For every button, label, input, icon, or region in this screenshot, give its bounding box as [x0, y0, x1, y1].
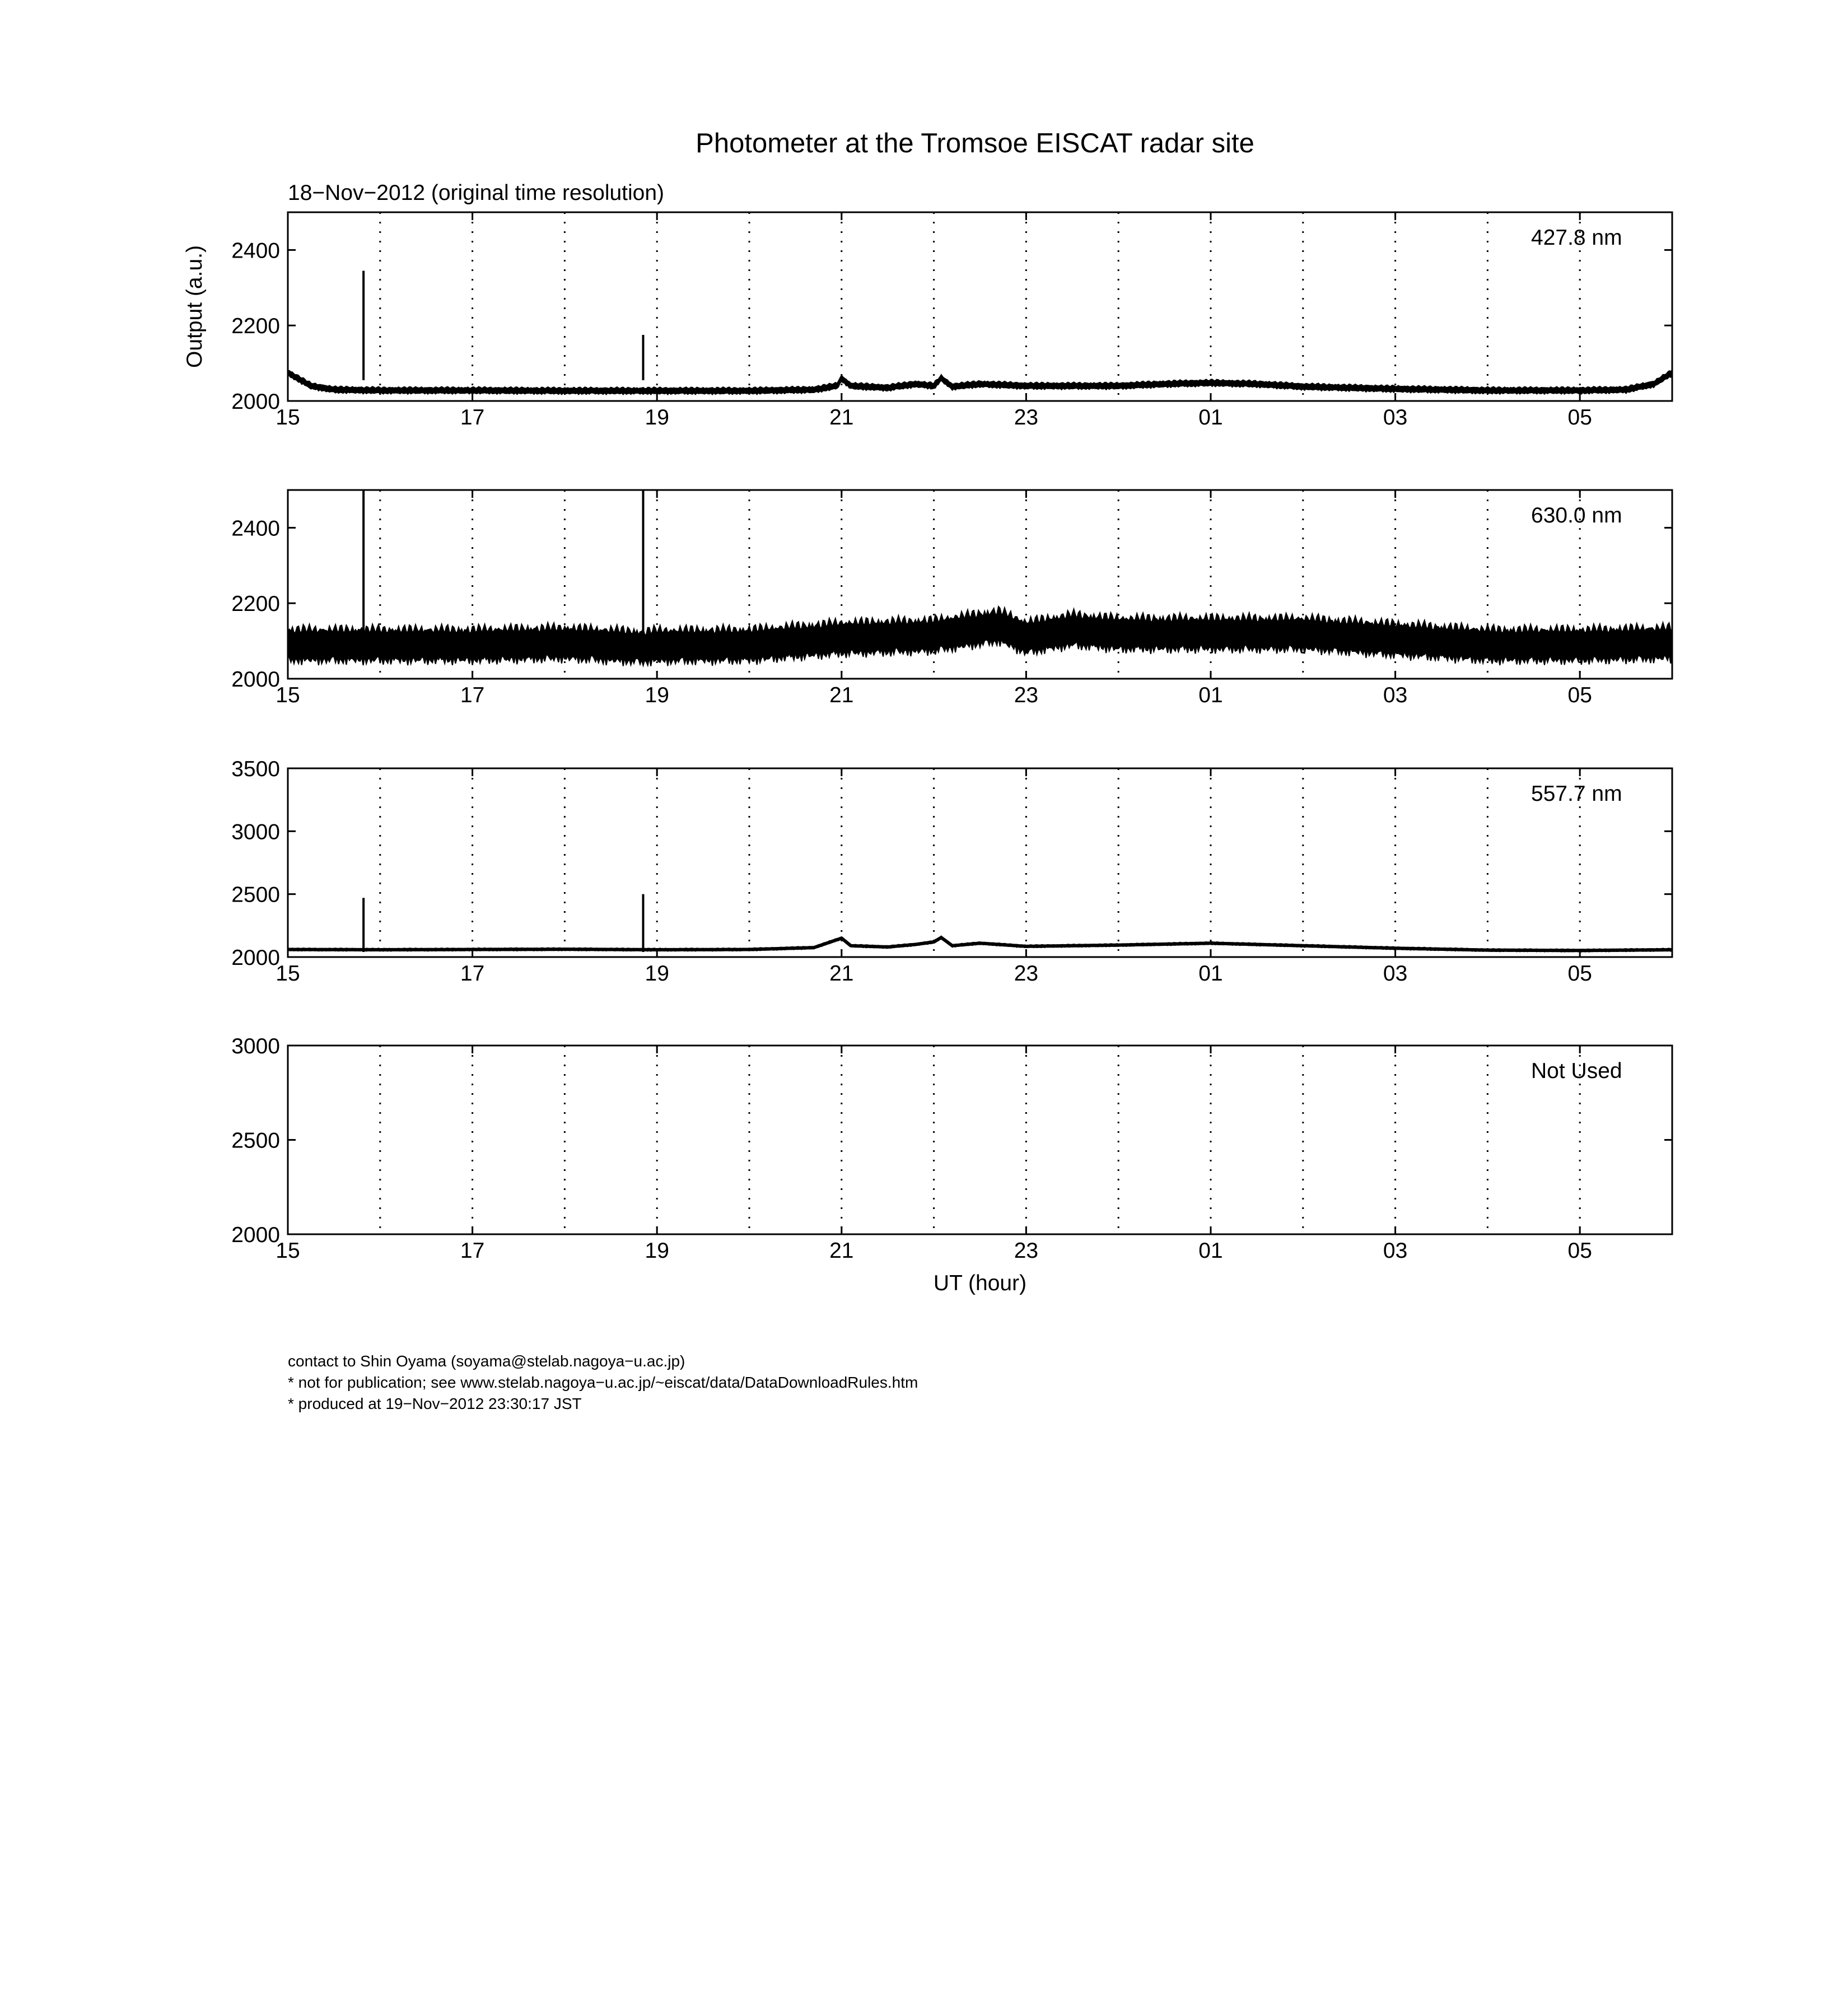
x-tick-label: 21	[829, 405, 854, 430]
x-tick-label: 23	[1014, 683, 1039, 707]
x-tick-label: 03	[1383, 405, 1408, 430]
x-tick-label: 15	[276, 405, 300, 430]
series-label: 630.0 nm	[1531, 503, 1622, 528]
y-tick-label: 3000	[231, 820, 280, 844]
y-tick-label: 3000	[231, 1034, 280, 1058]
footer-contact: contact to Shin Oyama (soyama@stelab.nagoya−u.ac.jp)	[288, 1352, 685, 1370]
x-tick-label: 21	[829, 1239, 854, 1263]
panel-427-8nm	[183, 212, 1672, 430]
x-tick-label: 19	[645, 1239, 669, 1263]
x-tick-label: 05	[1567, 1239, 1592, 1263]
x-tick-label: 19	[645, 683, 669, 707]
x-tick-label: 15	[276, 683, 300, 707]
y-tick-label: 2000	[231, 946, 280, 970]
series-label: 427.8 nm	[1531, 226, 1622, 250]
x-tick-label: 01	[1198, 405, 1223, 430]
x-tick-label: 05	[1567, 405, 1592, 430]
y-tick-label: 2400	[231, 239, 280, 263]
footer-publication-note: * not for publication; see www.stelab.nagoya−u.ac.jp/~eiscat/data/DataDownloadRules.htm	[288, 1374, 918, 1391]
y-tick-label: 2500	[231, 1128, 280, 1153]
x-tick-label: 05	[1567, 962, 1592, 986]
x-tick-label: 15	[276, 1239, 300, 1263]
x-tick-label: 17	[460, 683, 485, 707]
panel-frame	[288, 768, 1672, 957]
panel-frame	[288, 212, 1672, 401]
x-tick-label: 05	[1567, 683, 1592, 707]
series-label: Not Used	[1531, 1059, 1622, 1083]
x-tick-label: 21	[829, 683, 854, 707]
x-tick-label: 15	[276, 962, 300, 986]
y-tick-label: 2200	[231, 592, 280, 617]
x-tick-label: 03	[1383, 683, 1408, 707]
x-tick-label: 21	[829, 962, 854, 986]
x-axis-label: UT (hour)	[933, 1271, 1027, 1295]
panel-630-0nm	[231, 490, 1672, 707]
panel-557-7nm	[231, 757, 1672, 986]
y-tick-label: 2000	[231, 1223, 280, 1247]
y-tick-label: 3500	[231, 757, 280, 781]
y-tick-label: 2500	[231, 883, 280, 907]
figure-subtitle: 18−Nov−2012 (original time resolution)	[288, 181, 665, 205]
x-tick-label: 17	[460, 405, 485, 430]
panel-frame	[288, 1046, 1672, 1234]
x-tick-label: 23	[1014, 405, 1039, 430]
y-tick-label: 2400	[231, 516, 280, 541]
series-label: 557.7 nm	[1531, 782, 1622, 806]
panel-not-used	[231, 1034, 1672, 1295]
x-tick-label: 23	[1014, 962, 1039, 986]
x-tick-label: 19	[645, 962, 669, 986]
figure-title: Photometer at the Tromsoe EISCAT radar site	[696, 128, 1254, 158]
x-tick-label: 03	[1383, 1239, 1408, 1263]
x-tick-label: 19	[645, 405, 669, 430]
y-axis-label: Output (a.u.)	[183, 245, 207, 368]
y-tick-label: 2000	[231, 668, 280, 692]
x-tick-label: 03	[1383, 962, 1408, 986]
y-tick-label: 2200	[231, 314, 280, 339]
x-tick-label: 23	[1014, 1239, 1039, 1263]
x-tick-label: 01	[1198, 1239, 1223, 1263]
series-line	[288, 937, 1672, 950]
x-tick-label: 17	[460, 962, 485, 986]
x-tick-label: 01	[1198, 683, 1223, 707]
series-noise-band	[288, 606, 1672, 666]
y-tick-label: 2000	[231, 390, 280, 414]
x-tick-label: 01	[1198, 962, 1223, 986]
x-tick-label: 17	[460, 1239, 485, 1263]
footer-produced-at: * produced at 19−Nov−2012 23:30:17 JST	[288, 1395, 582, 1412]
